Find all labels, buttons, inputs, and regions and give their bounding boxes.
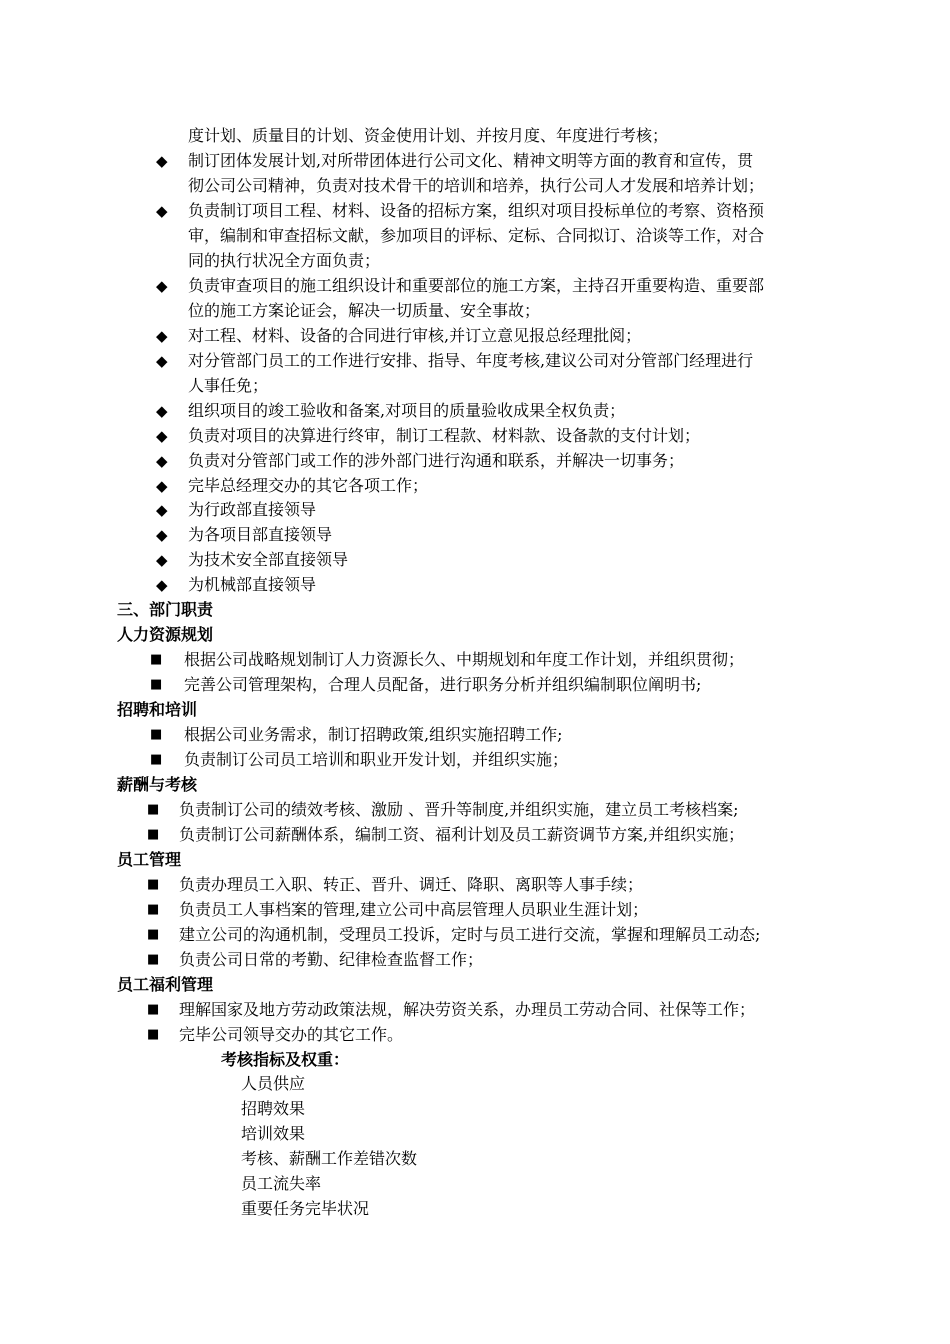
square-bullet-icon: ■ bbox=[150, 752, 163, 767]
square-bullet-icon: ■ bbox=[147, 877, 160, 892]
diamond-list-text: 负责制订项目工程、材料、设备的招标方案，组织对项目投标单位的考察、资格预 bbox=[188, 201, 765, 220]
diamond-list-text: 同的执行状况全方面负责； bbox=[188, 251, 381, 270]
diamond-bullet-icon: ◆ bbox=[156, 501, 168, 519]
group-item-text: 负责办理员工入职、转正、晋升、调迁、降职、离职等人事手续； bbox=[179, 875, 644, 894]
diamond-list-text: 彻公司公司精神，负责对技术骨干的培训和培养，执行公司人才发展和培养计划； bbox=[188, 176, 765, 195]
square-bullet-icon: ■ bbox=[147, 827, 160, 842]
diamond-list-text: 完毕总经理交办的其它各项工作； bbox=[188, 476, 429, 495]
square-bullet-icon: ■ bbox=[147, 802, 160, 817]
group-item-text: 理解国家及地方劳动政策法规，解决劳资关系，办理员工劳动合同、社保等工作； bbox=[179, 1000, 756, 1019]
group-item-text: 负责制订公司的绩效考核、激励 、晋升等制度,并组织实施，建立员工考核档案; bbox=[179, 800, 739, 819]
square-bullet-icon: ■ bbox=[147, 1027, 160, 1042]
diamond-list-text: 对分管部门员工的工作进行安排、指导、年度考核,建议公司对分管部门经理进行 bbox=[188, 351, 754, 370]
diamond-bullet-icon: ◆ bbox=[156, 576, 168, 594]
group-heading: 人力资源规划 bbox=[117, 625, 214, 644]
kpi-title: 考核指标及权重： bbox=[221, 1050, 350, 1069]
diamond-list-text: 为机械部直接领导 bbox=[188, 575, 317, 594]
diamond-list-text: 负责审查项目的施工组织设计和重要部位的施工方案，主持召开重要构造、重要部 bbox=[188, 276, 765, 295]
diamond-bullet-icon: ◆ bbox=[156, 402, 168, 420]
diamond-list-text: 度计划、质量目的计划、资金使用计划、并按月度、年度进行考核； bbox=[188, 126, 669, 145]
group-heading: 员工管理 bbox=[117, 850, 182, 869]
diamond-bullet-icon: ◆ bbox=[156, 152, 168, 170]
diamond-list-text: 位的施工方案论证会，解决一切质量、安全事故； bbox=[188, 301, 541, 320]
group-item-text: 负责员工人事档案的管理,建立公司中高层管理人员职业生涯计划； bbox=[179, 900, 649, 919]
diamond-list-text: 组织项目的竣工验收和备案,对项目的质量验收成果全权负责； bbox=[188, 401, 626, 420]
kpi-item: 员工流失率 bbox=[241, 1174, 322, 1193]
group-item-text: 负责公司日常的考勤、纪律检查监督工作； bbox=[179, 950, 484, 969]
group-heading: 招聘和培训 bbox=[117, 700, 198, 719]
diamond-bullet-icon: ◆ bbox=[156, 427, 168, 445]
diamond-bullet-icon: ◆ bbox=[156, 526, 168, 544]
diamond-bullet-icon: ◆ bbox=[156, 452, 168, 470]
section-title: 三、部门职责 bbox=[117, 600, 214, 619]
square-bullet-icon: ■ bbox=[150, 727, 163, 742]
diamond-bullet-icon: ◆ bbox=[156, 327, 168, 345]
kpi-item: 培训效果 bbox=[241, 1124, 306, 1143]
diamond-list-text: 负责对分管部门或工作的涉外部门进行沟通和联系，并解决一切事务； bbox=[188, 451, 685, 470]
group-item-text: 建立公司的沟通机制，受理员工投诉，定时与员工进行交流，掌握和理解员工动态; bbox=[179, 925, 761, 944]
group-item-text: 完毕公司领导交办的其它工作。 bbox=[179, 1025, 404, 1044]
diamond-list-text: 对工程、材料、设备的合同进行审核,并订立意见报总经理批阅； bbox=[188, 326, 642, 345]
square-bullet-icon: ■ bbox=[147, 1002, 160, 1017]
square-bullet-icon: ■ bbox=[150, 652, 163, 667]
square-bullet-icon: ■ bbox=[147, 902, 160, 917]
diamond-list-text: 审，编制和审查招标文献，参加项目的评标、定标、合同拟订、洽谈等工作，对合 bbox=[188, 226, 765, 245]
group-item-text: 根据公司战略规划制订人力资源长久、中期规划和年度工作计划，并组织贯彻； bbox=[184, 650, 745, 669]
diamond-bullet-icon: ◆ bbox=[156, 477, 168, 495]
diamond-bullet-icon: ◆ bbox=[156, 202, 168, 220]
group-heading: 员工福利管理 bbox=[117, 975, 214, 994]
group-heading: 薪酬与考核 bbox=[117, 775, 198, 794]
diamond-list-text: 人事任免； bbox=[188, 376, 269, 395]
kpi-item: 考核、薪酬工作差错次数 bbox=[241, 1149, 418, 1168]
kpi-item: 重要任务完毕状况 bbox=[241, 1199, 370, 1218]
group-item-text: 负责制订公司员工培训和职业开发计划，并组织实施； bbox=[184, 750, 569, 769]
diamond-list-text: 负责对项目的决算进行终审，制订工程款、材料款、设备款的支付计划； bbox=[188, 426, 701, 445]
kpi-item: 招聘效果 bbox=[241, 1099, 306, 1118]
square-bullet-icon: ■ bbox=[147, 927, 160, 942]
square-bullet-icon: ■ bbox=[150, 677, 163, 692]
group-item-text: 完善公司管理架构，合理人员配备，进行职务分析并组织编制职位阐明书; bbox=[184, 675, 702, 694]
diamond-list-text: 制订团体发展计划,对所带团体进行公司文化、精神文明等方面的教育和宣传，贯 bbox=[188, 151, 754, 170]
square-bullet-icon: ■ bbox=[147, 952, 160, 967]
diamond-bullet-icon: ◆ bbox=[156, 352, 168, 370]
group-item-text: 负责制订公司薪酬体系，编制工资、福利计划及员工薪资调节方案,并组织实施； bbox=[179, 825, 745, 844]
diamond-bullet-icon: ◆ bbox=[156, 551, 168, 569]
group-item-text: 根据公司业务需求，制订招聘政策,组织实施招聘工作; bbox=[184, 725, 563, 744]
diamond-list-text: 为技术安全部直接领导 bbox=[188, 550, 349, 569]
diamond-bullet-icon: ◆ bbox=[156, 277, 168, 295]
diamond-list-text: 为各项目部直接领导 bbox=[188, 525, 333, 544]
kpi-item: 人员供应 bbox=[241, 1074, 306, 1093]
diamond-list-text: 为行政部直接领导 bbox=[188, 500, 317, 519]
